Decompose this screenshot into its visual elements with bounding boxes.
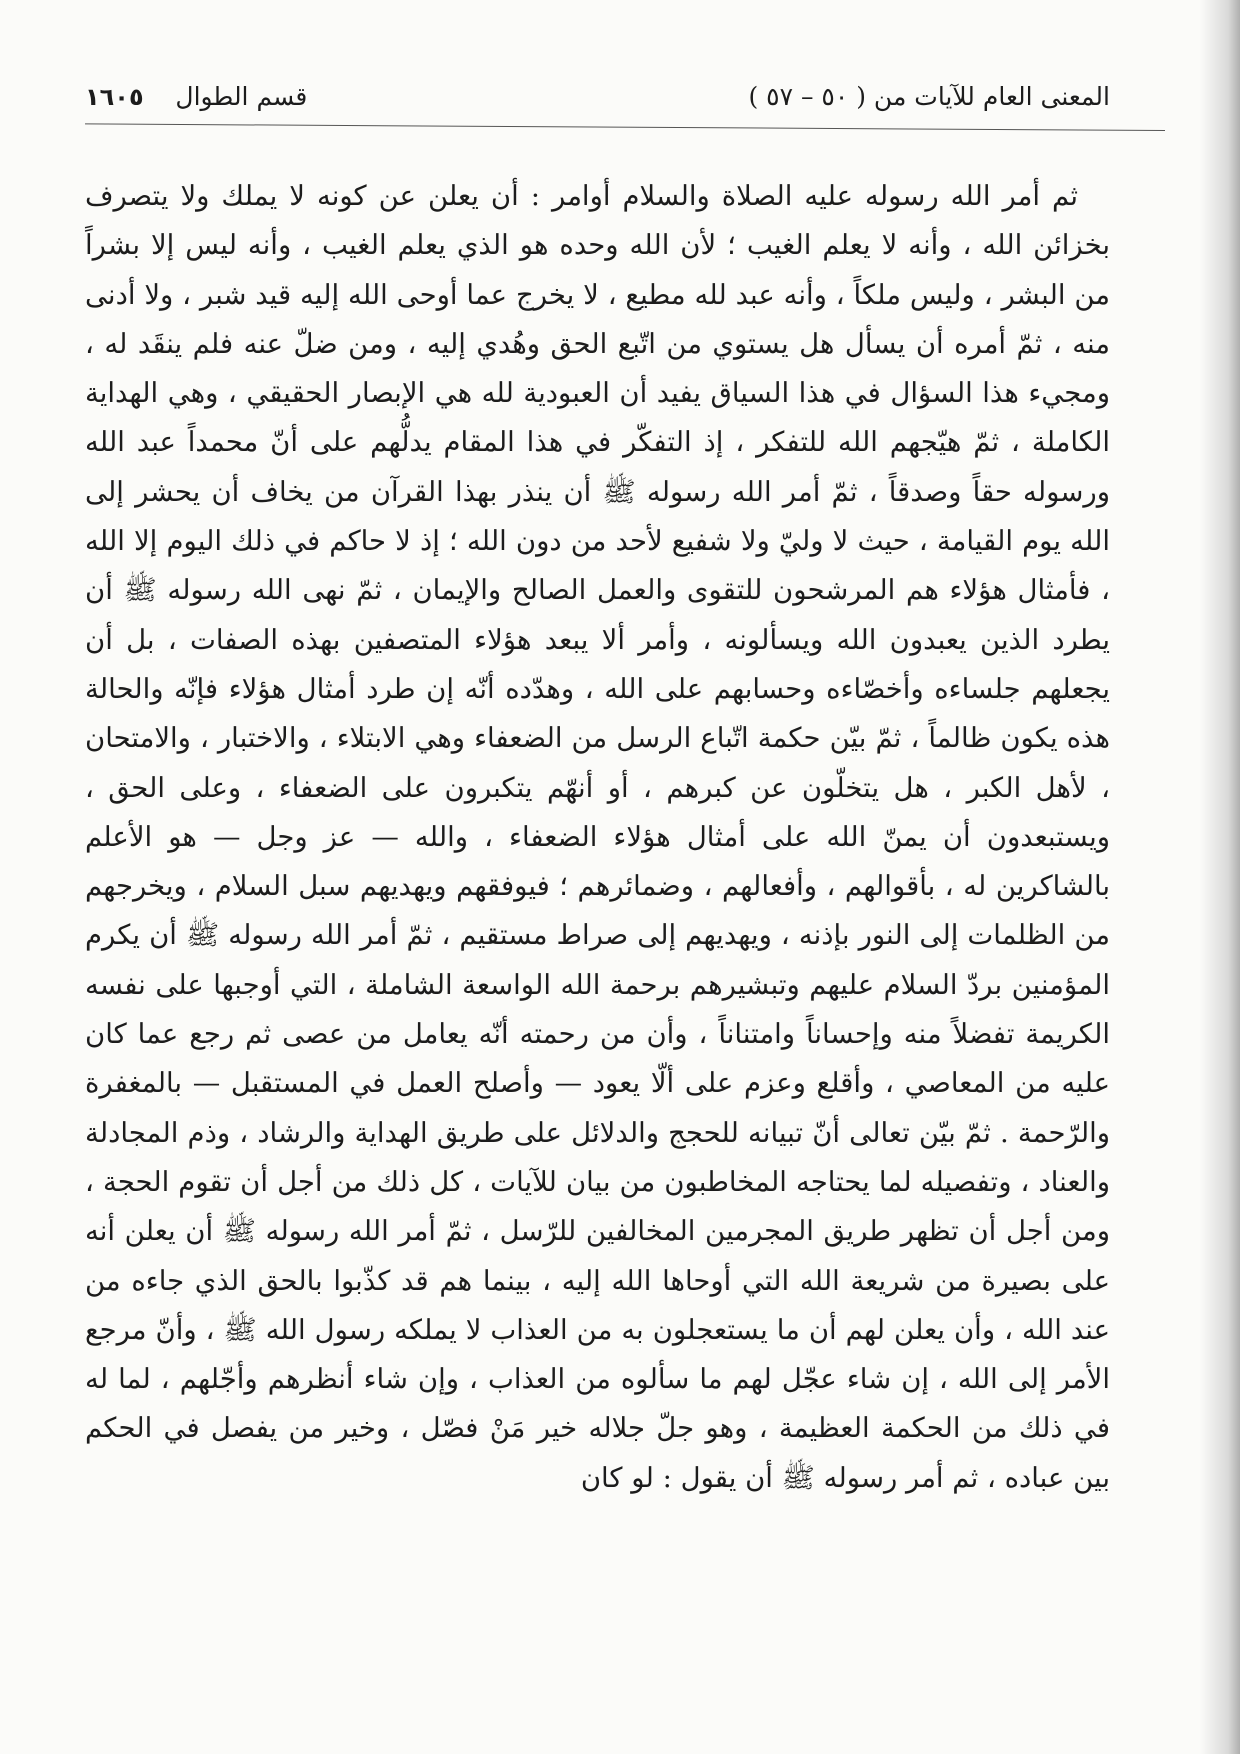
page-number: ١٦٠٥ — [85, 83, 144, 111]
section-and-page — [85, 82, 307, 111]
body-text — [85, 172, 1110, 1503]
chapter-title: المعنى العام للآيات من ( ٥٠ – ٥٧ ) — [748, 82, 1110, 111]
section-name: قسم الطوال — [175, 82, 308, 111]
page-binding-shadow — [1200, 0, 1240, 1754]
body-paragraph: ثم أمر الله رسوله عليه الصلاة والسلام أوامر : أن يعلن عن كونه لا يملك ولا يتصرف بخزائن الله ، وأنه لا يعلم الغيب ؛ لأن الله وحده هو الذي يعلم الغيب ، وأنه ليس إلا بشراً من البشر ، وليس ملكاً ، وأنه عبد لله مطيع ، لا يخرج عما أوحى الله إليه قيد شبر ، ولا أدنى منه ، ثمّ أمره أن يسأل هل يستوي من اتّبع الحق وهُدي إليه ، ومن ضلّ عنه فلم ينقَد له ، ومجيء هذا السؤال في هذا السياق يفيد أن العبودية لله هي الإبصار الحقيقي ، وهي الهداية الكاملة ، ثمّ هيّجهم الله للتفكر ، إذ التفكّر في هذا المقام يدلُّهم على أنّ محمداً عبد الله ورسوله حقاً وصدقاً ، ثمّ أمر الله رسوله ﷺ أن ينذر بهذا القرآن من يخاف أن يحشر إلى الله يوم القيامة ، حيث لا وليّ ولا شفيع لأحد من دون الله ؛ إذ لا حاكم في ذلك اليوم إلا الله ، فأمثال هؤلاء هم المرشحون للتقوى والعمل الصالح والإيمان ، ثمّ نهى الله رسوله ﷺ أن يطرد الذين يعبدون الله ويسألونه ، وأمر ألا يبعد هؤلاء المتصفين بهذه الصفات ، بل أن يجعلهم جلساءه وأخصّاءه وحسابهم على الله ، وهدّده أنّه إن طرد أمثال هؤلاء فإنّه والحالة هذه يكون ظالماً ، ثمّ بيّن حكمة اتّباع الرسل من الضعفاء وهي الابتلاء ، والاختبار ، والامتحان ، لأهل الكبر ، هل يتخلّون عن كبرهم ، أو أنهّم يتكبرون على الضعفاء ، وعلى الحق ، ويستبعدون أن يمنّ الله على أمثال هؤلاء الضعفاء ، والله — عز وجل — هو الأعلم بالشاكرين له ، بأقوالهم ، وأفعالهم ، وضمائرهم ؛ فيوفقهم ويهديهم سبل السلام ، ويخرجهم من الظلمات إلى النور بإذنه ، ويهديهم إلى صراط مستقيم ، ثمّ أمر الله رسوله ﷺ أن يكرم المؤمنين بردّ السلام عليهم وتبشيرهم برحمة الله الواسعة الشاملة ، التي أوجبها على نفسه الكريمة تفضلاً منه وإحساناً وامتناناً ، وأن من رحمته أنّه يعامل من عصى ثم رجع عما كان عليه من المعاصي ، وأقلع وعزم على ألّا يعود — وأصلح العمل في المستقبل — بالمغفرة والرّحمة . ثمّ بيّن تعالى أنّ تبيانه للحجج والدلائل على طريق الهداية والرشاد ، وذم المجادلة والعناد ، وتفصيله لما يحتاجه المخاطبون من بيان للآيات ، كل ذلك من أجل أن تقوم الحجة ، ومن أجل أن تظهر طريق المجرمين المخالفين للرّسل ، ثمّ أمر الله رسوله ﷺ أن يعلن أنه على بصيرة من شريعة الله التي أوحاها الله إليه ، بينما هم قد كذّبوا بالحق الذي جاءه من عند الله ، وأن يعلن لهم أن ما يستعجلون به من العذاب لا يملكه رسول الله ﷺ ، وأنّ مرجع الأمر إلى الله ، إن شاء عجّل لهم ما سألوه من العذاب ، وإن شاء أنظرهم وأجّلهم ، لما له في ذلك من الحكمة العظيمة ، وهو جلّ جلاله خير مَنْ فصّل ، وخير من يفصل في الحكم بين عباده ، ثم أمر رسوله ﷺ أن يقول : لو كان — [85, 180, 1110, 1494]
